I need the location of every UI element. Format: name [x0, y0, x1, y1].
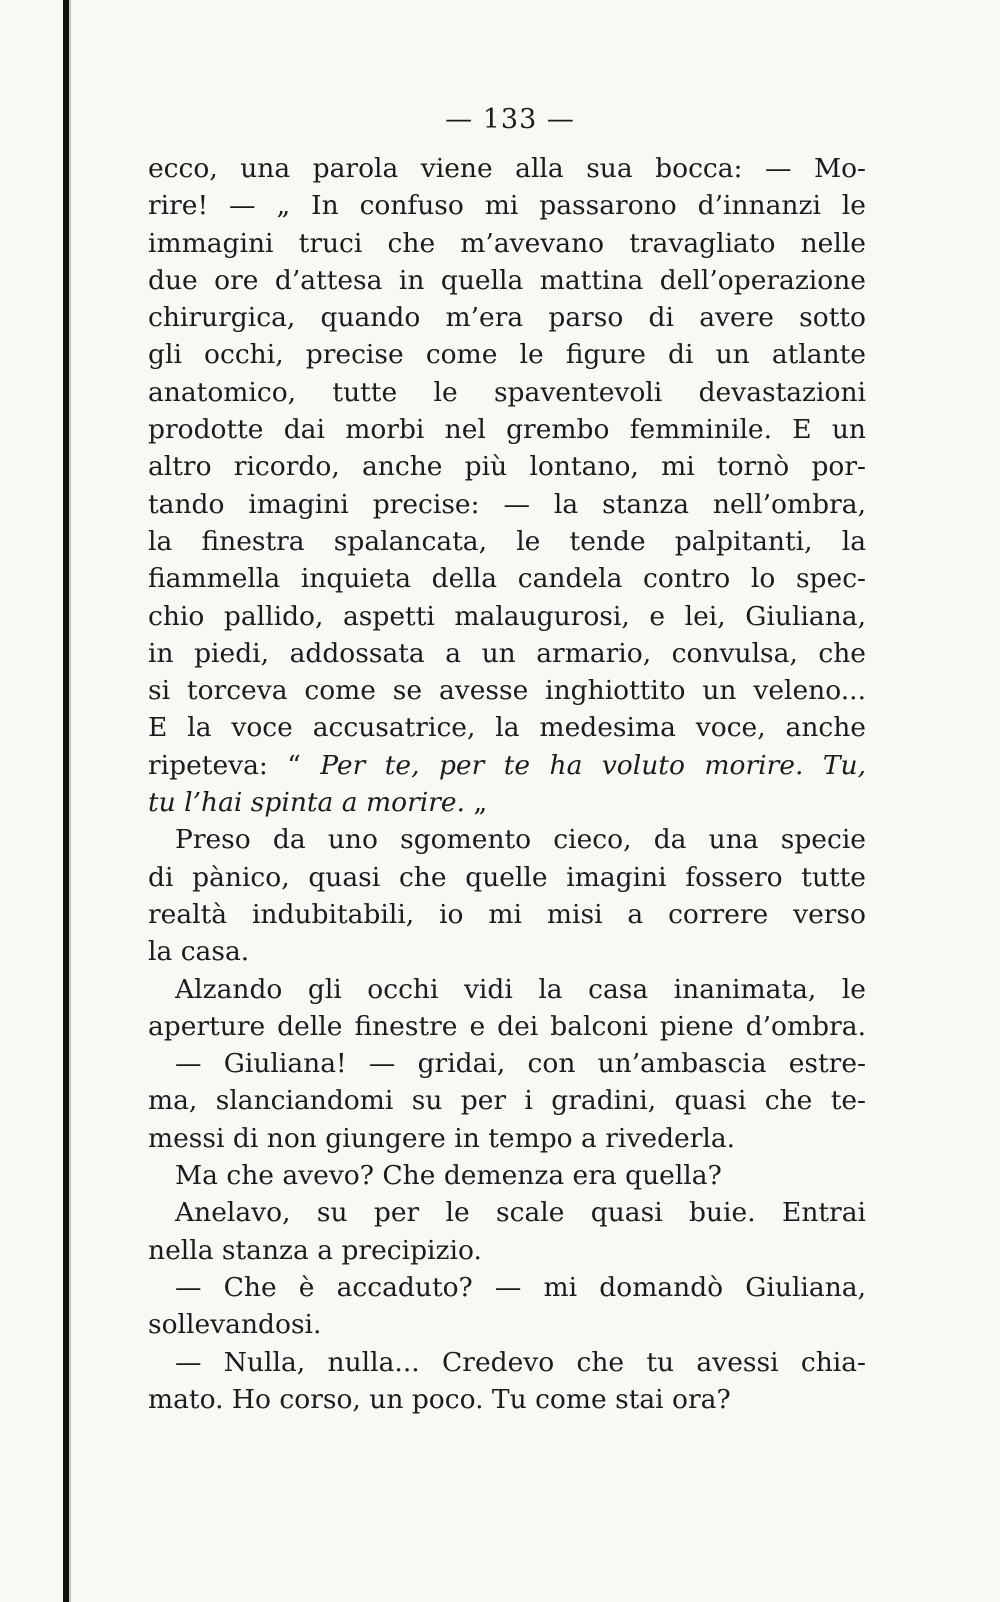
text-line: tando imagini precise: — la stanza nell’ombra, [148, 488, 866, 520]
page-number: — 133 — [445, 104, 575, 135]
text-line: Alzando gli occhi vidi la casa inanimata, le [175, 973, 866, 1005]
text-line: sollevandosi. [148, 1309, 322, 1341]
text-line: si torceva come se avesse inghiottito un veleno... [148, 675, 866, 707]
body-text [148, 150, 866, 1418]
quote-close: „ [465, 787, 488, 819]
text-line: la finestra spalancata, le tende palpitanti, la [148, 525, 866, 557]
quote-italic: Per te, per te ha voluto morire. Tu, [320, 749, 866, 781]
text-line: altro ricordo, anche più lontano, mi tornò por- [148, 451, 866, 483]
text-line: E la voce accusatrice, la medesima voce, anche [148, 712, 866, 744]
text-line: — Nulla, nulla... Credevo che tu avessi chia- [175, 1346, 866, 1378]
text-line: due ore d’attesa in quella mattina dell’operazione [148, 264, 866, 296]
text-line: rire! — „ In confuso mi passarono d’innanzi le [148, 190, 866, 222]
text-line: chio pallido, aspetti malaugurosi, e lei, Giuliana, [148, 600, 866, 632]
text-line: prodotte dai morbi nel grembo femminile. E un [148, 414, 866, 446]
text-line: Preso da uno sgomento cieco, da una specie [175, 824, 866, 856]
binding-shadow [69, 0, 71, 1602]
quote-intro: ripeteva: “ [148, 749, 301, 781]
text-line: gli occhi, precise come le figure di un atlante [148, 339, 866, 371]
text-line: di pànico, quasi che quelle imagini fossero tutte [148, 861, 866, 893]
book-spine-margin [0, 0, 70, 1602]
text-line: anatomico, tutte le spaventevoli devastazioni [148, 376, 866, 408]
text-line-quote-start [148, 747, 866, 784]
text-line: ecco, una parola viene alla sua bocca: — Mo- [148, 153, 866, 184]
text-line: realtà indubitabili, io mi misi a correre verso [148, 898, 866, 930]
text-line: chirurgica, quando m’era parso di avere sotto [148, 302, 866, 334]
text-line-quote-end [148, 784, 866, 821]
text-line: — Giuliana! — gridai, con un’ambascia estre- [175, 1048, 866, 1080]
text-line: la casa. [148, 936, 250, 968]
text-line: immagini truci che m’avevano travagliato nelle [148, 227, 866, 259]
text-line: Ma che avevo? Che demenza era quella? [175, 1160, 722, 1192]
quote-italic: tu l’hai spinta a morire. [148, 787, 466, 819]
text-line: Anelavo, su per le scale quasi buie. Entrai [175, 1197, 866, 1229]
text-line: in piedi, addossata a un armario, convulsa, che [148, 637, 866, 669]
text-line: fiammella inquieta della candela contro lo spec- [148, 563, 866, 595]
text-line: nella stanza a precipizio. [148, 1234, 482, 1266]
text-line: messi di non giungere in tempo a rivederla. [148, 1122, 736, 1154]
text-line: — Che è accaduto? — mi domandò Giuliana, [175, 1271, 866, 1303]
text-line: ma, slanciandomi su per i gradini, quasi che te- [148, 1085, 866, 1117]
text-line: mato. Ho corso, un poco. Tu come stai ora? [148, 1383, 731, 1415]
text-line: aperture delle finestre e dei balconi piene d’ombra. [148, 1010, 866, 1042]
